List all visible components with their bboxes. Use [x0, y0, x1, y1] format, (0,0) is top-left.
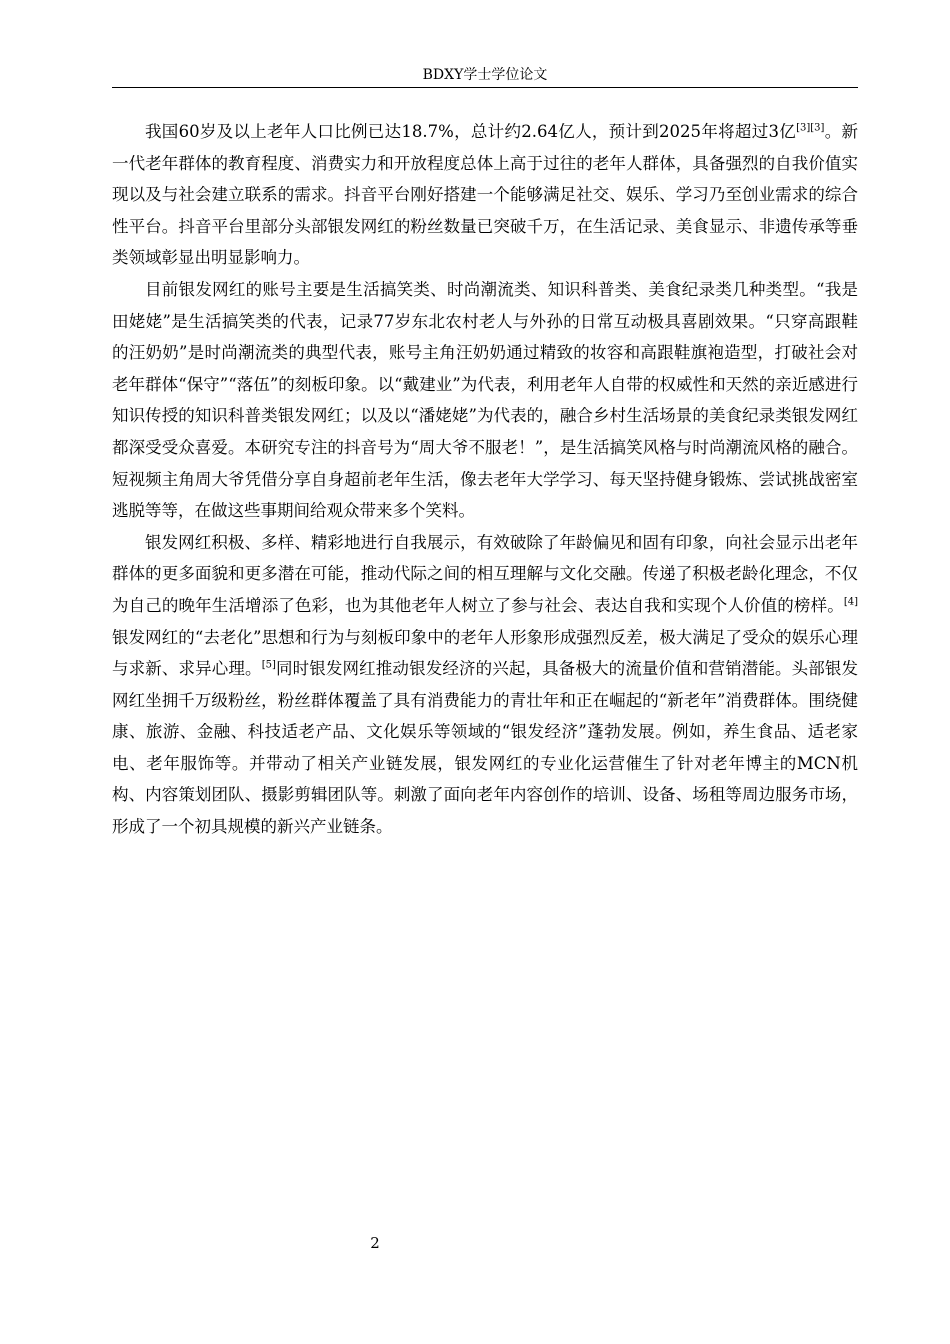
citation-ref: [4] [843, 596, 858, 608]
body-text [112, 116, 858, 843]
paragraph-text: 银发网红积极、多样、精彩地进行自我展示，有效破除了年龄偏见和固有印象，向社会显示出老年群体的更多面貌和更多潜在可能，推动代际之间的相互理解与文化交融。传递了积极老龄化理念，不仅为自己的晚年生活增添了色彩，也为其他老年人树立了参与社会、表达自我和实现个人价值的榜样。 [112, 532, 858, 615]
paragraph-text: 我国60岁及以上老年人口比例已达18.7%，总计约2.64亿人，预计到2025年将超过3亿 [145, 122, 797, 141]
paragraph-text: 目前银发网红的账号主要是生活搞笑类、时尚潮流类、知识科普类、美食纪录类几种类型。“我是田姥姥”是生活搞笑类的代表，记录77岁东北农村老人与外孙的日常互动极具喜剧效果。“只穿高跟鞋的汪奶奶”是时尚潮流类的典型代表，账号主角汪奶奶通过精致的妆容和高跟鞋旗袍造型，打破社会对老年群体“保守”“落伍”的刻板印象。以“戴建业”为代表，利用老年人自带的权威性和天然的亲近感进行知识传授的知识科普类银发网红；以及以“潘姥姥”为代表的，融合乡村生活场景的美食纪录类银发网红都深受受众喜爱。本研究专注的抖音号为“周大爷不服老！”，是生活搞笑风格与时尚潮流风格的融合。短视频主角周大爷凭借分享自身超前老年生活，像去老年大学学习、每天坚持健身锻炼、尝试挑战密室逃脱等等，在做这些事期间给观众带来多个笑料。 [112, 279, 858, 521]
page-number: 2 [370, 1234, 380, 1252]
citation-ref: [5] [261, 659, 276, 671]
paragraph-1 [112, 116, 858, 274]
paragraph-text: 同时银发网红推动银发经济的兴起，具备极大的流量价值和营销潜能。头部银发网红坐拥千万级粉丝，粉丝群体覆盖了具有消费能力的青壮年和正在崛起的“新老年”消费群体。围绕健康、旅游、金融、科技适老产品、文化娱乐等领域的“银发经济”蓬勃发展。例如，养生食品、适老家电、老年服饰等。并带动了相关产业链发展，银发网红的专业化运营催生了针对老年博主的MCN机构、内容策划团队、摄影剪辑团队等。刺激了面向老年内容创作的培训、设备、场租等周边服务市场，形成了一个初具规模的新兴产业链条。 [112, 659, 859, 837]
paragraph-text: 。新一代老年群体的教育程度、消费实力和开放程度总体上高于过往的老年人群体，具备强烈的自我价值实现以及与社会建立联系的需求。抖音平台刚好搭建一个能够满足社交、娱乐、学习乃至创业需求的综合性平台。抖音平台里部分头部银发网红的粉丝数量已突破千万，在生活记录、美食显示、非遗传承等垂类领域彰显出明显影响力。 [112, 122, 859, 268]
paragraph-3 [112, 527, 858, 843]
header-rule [112, 87, 858, 88]
paragraph-text: 银发网红的“去老化”思想和行为与刻板印象中的老年人形象形成强烈反差，极大满足了受众的娱乐心理与求新、求异心理。 [112, 627, 858, 679]
page-header: BDXY学士学位论文 [422, 67, 548, 83]
paragraph-2 [112, 274, 858, 527]
citation-ref: [3][3] [796, 122, 825, 134]
